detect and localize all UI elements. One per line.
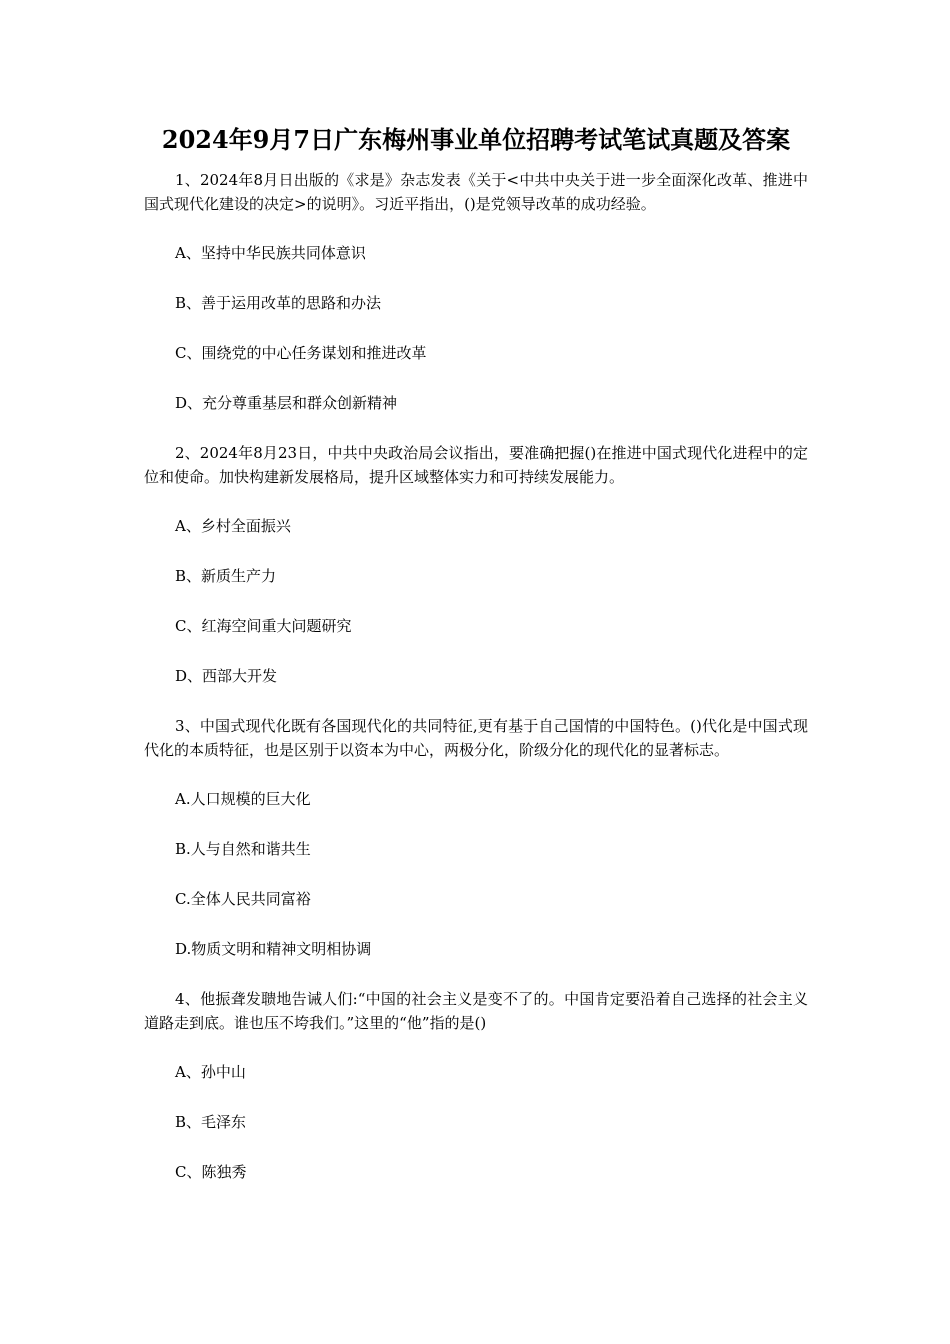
question-text: 4、他振聋发聩地告诫人们:“中国的社会主义是变不了的。中国肯定要沿着自己选择的社会主义道路走到底。谁也压不垮我们。”这里的“他”指的是() xyxy=(144,990,808,1032)
option-d: D、西部大开发 xyxy=(175,667,278,685)
option-c: C、红海空间重大问题研究 xyxy=(175,617,352,635)
question-text: 1、2024年8月日出版的《求是》杂志发表《关于<中共中央关于进一步全面深化改革、推进中国式现代化建设的决定>的说明》。习近平指出，()是党领导改革的成功经验。 xyxy=(144,171,808,213)
question-text: 2、2024年8月23日，中共中央政治局会议指出，要准确把握()在推进中国式现代化进程中的定位和使命。加快构建新发展格局，提升区域整体实力和可持续发展能力。 xyxy=(144,444,808,486)
option-c: C、陈独秀 xyxy=(175,1163,247,1181)
question-text: 3、中国式现代化既有各国现代化的共同特征,更有基于自己国情的中国特色。()代化是中国式现代化的本质特征，也是区别于以资本为中心，两极分化，阶级分化的现代化的显著标志。 xyxy=(144,717,808,759)
document-title: 2024年9月7日广东梅州事业单位招聘考试笔试真题及答案 xyxy=(161,125,791,154)
option-d: D、充分尊重基层和群众创新精神 xyxy=(175,394,398,412)
option-b: B、善于运用改革的思路和办法 xyxy=(175,294,382,312)
option-c: C、围绕党的中心任务谋划和推进改革 xyxy=(175,344,427,362)
option-b: B.人与自然和谐共生 xyxy=(175,840,311,858)
option-d: D.物质文明和精神文明相协调 xyxy=(175,940,372,958)
option-a: A、孙中山 xyxy=(175,1063,246,1081)
option-b: B、新质生产力 xyxy=(175,567,277,585)
question-3 xyxy=(144,714,808,961)
question-4 xyxy=(144,987,808,1184)
option-b: B、毛泽东 xyxy=(175,1113,247,1131)
option-c: C.全体人民共同富裕 xyxy=(175,890,311,908)
question-2 xyxy=(144,441,808,688)
option-a: A.人口规模的巨大化 xyxy=(175,790,311,808)
question-1 xyxy=(144,168,808,415)
option-a: A、坚持中华民族共同体意识 xyxy=(175,244,366,262)
option-a: A、乡村全面振兴 xyxy=(175,517,291,535)
